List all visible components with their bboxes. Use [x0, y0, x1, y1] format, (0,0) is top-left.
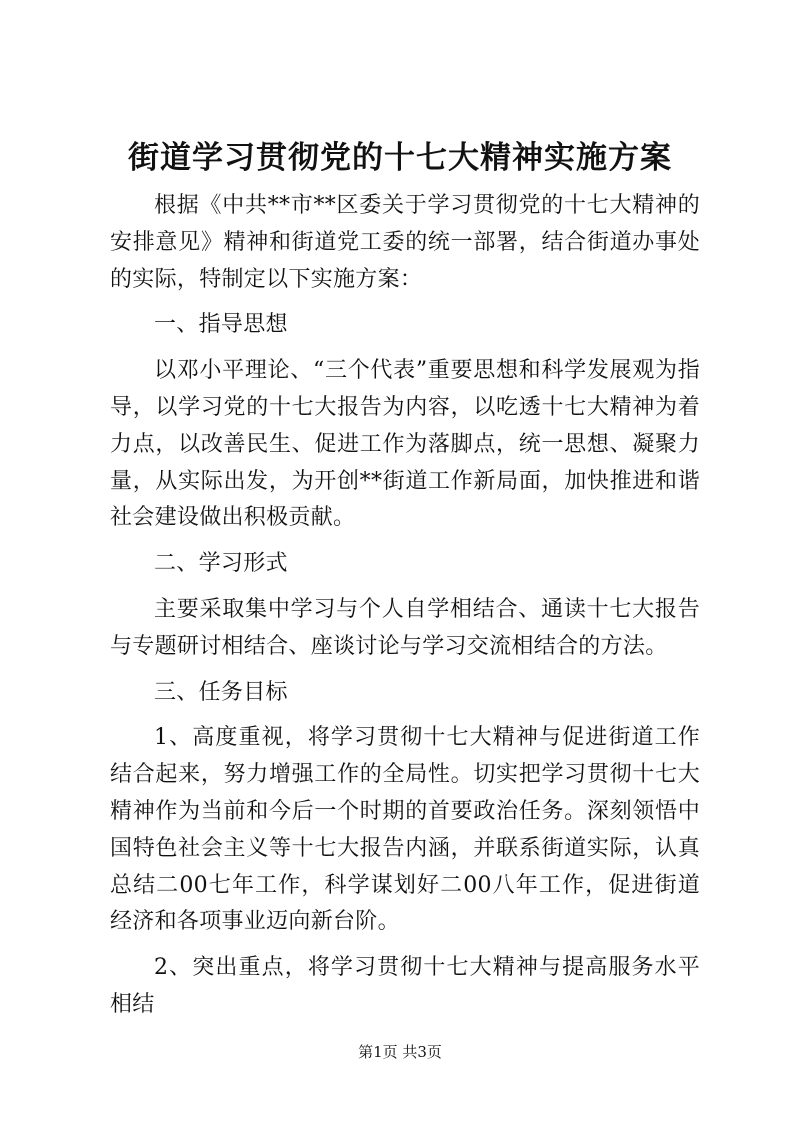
- section-heading-task-goals: 三、任务目标: [154, 679, 288, 705]
- section-heading-study-format: 二、学习形式: [154, 551, 288, 577]
- intro-paragraph: 根据《中共**市**区委关于学习贯彻党的十七大精神的安排意见》精神和街道党工委的统一部署，结合街道办事处的实际，特制定以下实施方案：: [110, 193, 700, 292]
- task-goal-2-paragraph: 2、突出重点，将学习贯彻十七大精神与提高服务水平相结: [110, 955, 700, 1017]
- document-body: [110, 188, 700, 1033]
- guiding-ideology-paragraph: 以邓小平理论、“三个代表”重要思想和科学发展观为指导，以学习党的十七大报告为内容，以吃透十七大精神为着力点，以改善民生、促进工作为落脚点，统一思想、凝聚力量，从实际出发，为开创**街道工作新局面，加快推进和谐社会建设做出积极贡献。: [110, 358, 700, 531]
- page-footer: 第1页 共3页: [358, 1043, 442, 1061]
- document-title: 街道学习贯彻党的十七大精神实施方案: [128, 140, 672, 176]
- study-format-paragraph: 主要采取集中学习与个人自学相结合、通读十七大报告与专题研讨相结合、座谈讨论与学习交流相结合的方法。: [110, 596, 700, 659]
- task-goal-1-paragraph: 1、高度重视，将学习贯彻十七大精神与促进街道工作结合起来，努力增强工作的全局性。切实把学习贯彻十七大精神作为当前和今后一个时期的首要政治任务。深刻领悟中国特色社会主义等十七大报告内涵，并联系街道实际，认真总结二00七年工作，科学谋划好二00八年工作，促进街道经济和各项事业迈向新台阶。: [110, 725, 700, 935]
- section-heading-guiding-ideology: 一、指导思想: [154, 312, 288, 338]
